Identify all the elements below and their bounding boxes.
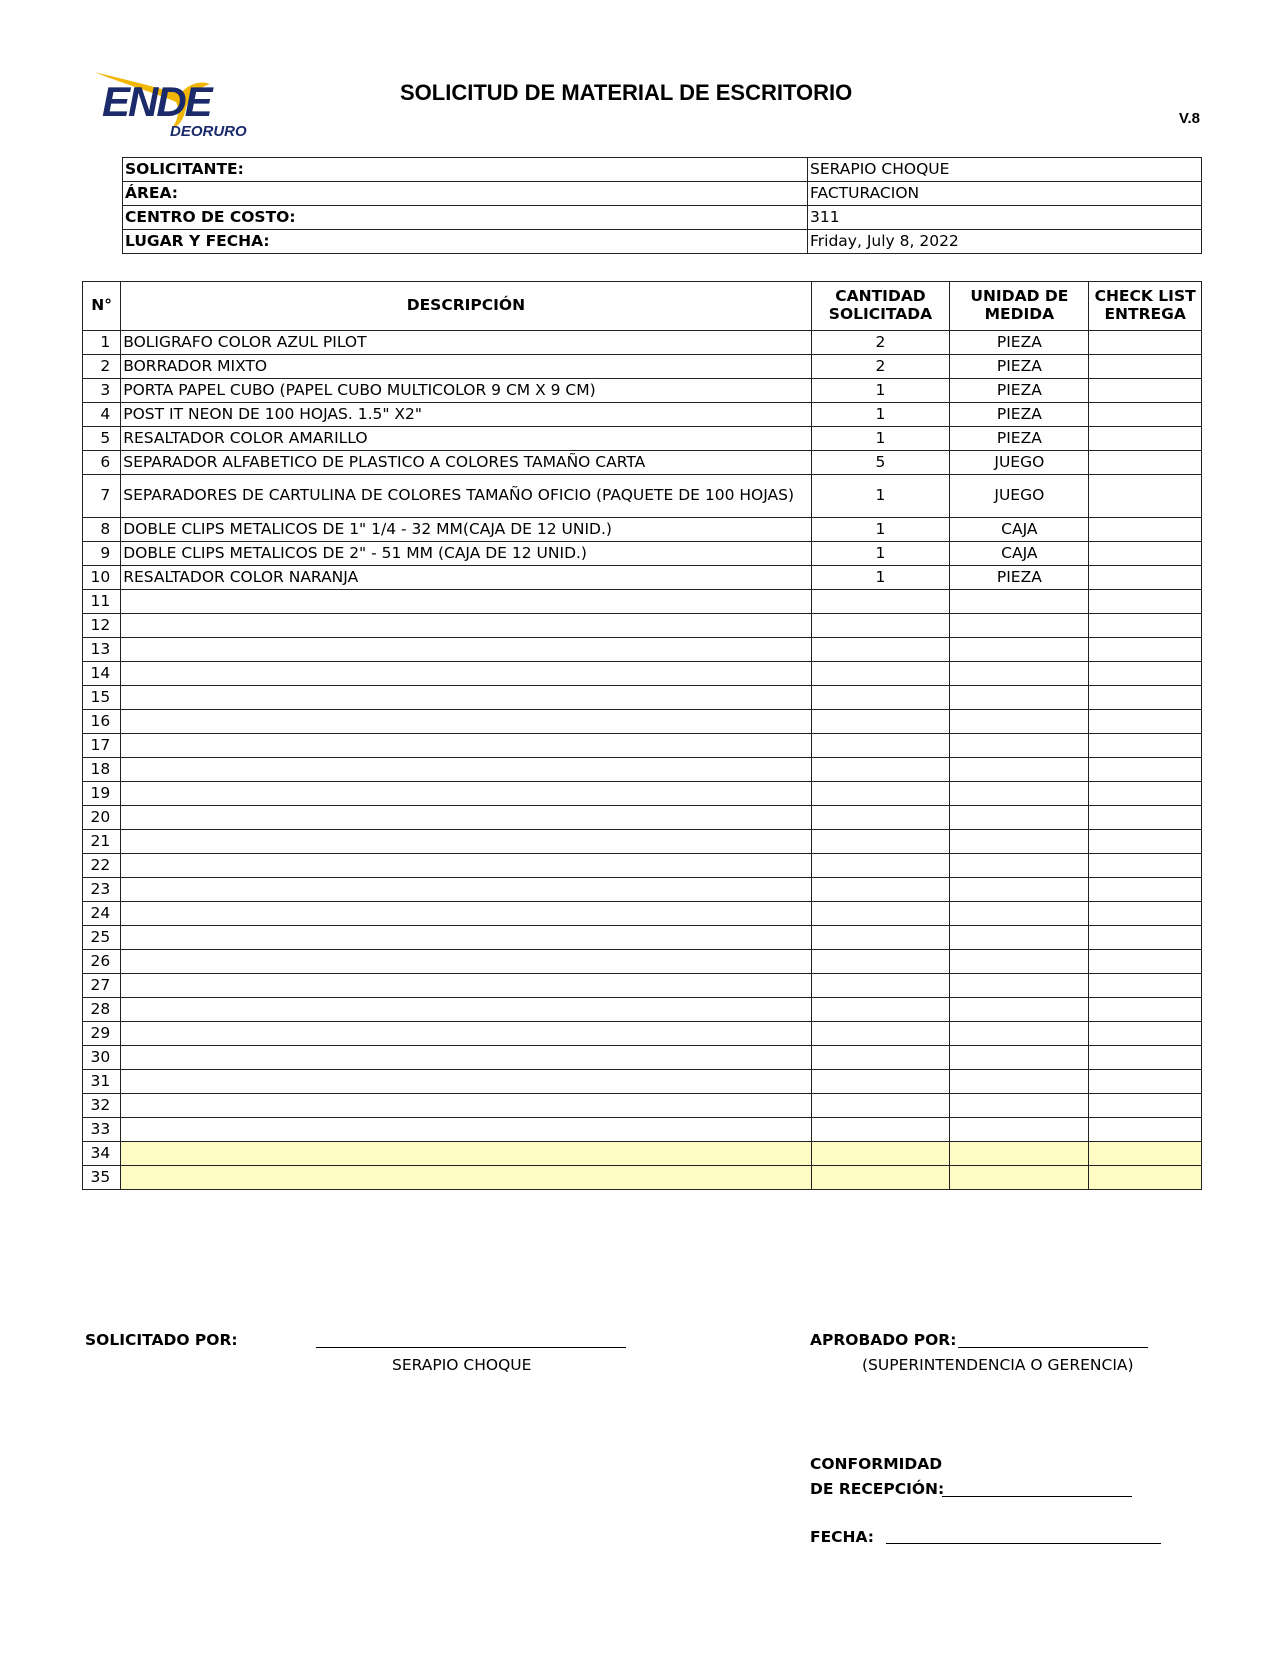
date-label: FECHA: [810, 1528, 875, 1546]
row-unit: JUEGO [950, 475, 1089, 518]
row-quantity [811, 950, 950, 974]
table-row [83, 1022, 1202, 1046]
row-number: 1 [83, 331, 121, 355]
row-unit [950, 782, 1089, 806]
table-header-row [83, 282, 1202, 331]
table-row [83, 331, 1202, 355]
date-signature-line [886, 1543, 1161, 1544]
row-number: 12 [83, 614, 121, 638]
row-quantity: 1 [811, 518, 950, 542]
row-description: BORRADOR MIXTO [121, 355, 811, 379]
row-check [1089, 638, 1202, 662]
row-description [121, 854, 811, 878]
row-description [121, 710, 811, 734]
row-quantity [811, 590, 950, 614]
table-row [83, 1094, 1202, 1118]
row-check [1089, 854, 1202, 878]
table-row [83, 806, 1202, 830]
info-label: ÁREA: [123, 182, 808, 206]
row-check [1089, 734, 1202, 758]
header-quantity [811, 282, 950, 331]
info-label: CENTRO DE COSTO: [123, 206, 808, 230]
header-check [1089, 282, 1202, 331]
row-check [1089, 926, 1202, 950]
table-row [83, 427, 1202, 451]
info-label: SOLICITANTE: [123, 158, 808, 182]
row-check [1089, 878, 1202, 902]
row-unit [950, 998, 1089, 1022]
row-unit [950, 662, 1089, 686]
row-check [1089, 998, 1202, 1022]
table-row [83, 974, 1202, 998]
conformity-signature-line [942, 1496, 1132, 1497]
row-number: 20 [83, 806, 121, 830]
approved-by-note: (SUPERINTENDENCIA O GERENCIA) [862, 1356, 1134, 1374]
table-row [83, 782, 1202, 806]
ende-logo [88, 66, 278, 146]
row-quantity [811, 1118, 950, 1142]
row-description [121, 1118, 811, 1142]
row-number: 4 [83, 403, 121, 427]
row-quantity [811, 1094, 950, 1118]
row-quantity [811, 1070, 950, 1094]
info-row-area [123, 182, 1202, 206]
table-row [83, 854, 1202, 878]
row-quantity [811, 686, 950, 710]
header-number: N° [83, 282, 121, 331]
row-quantity [811, 758, 950, 782]
row-unit: PIEZA [950, 379, 1089, 403]
table-row [83, 518, 1202, 542]
row-quantity [811, 1046, 950, 1070]
row-unit [950, 926, 1089, 950]
row-unit [950, 1142, 1089, 1166]
row-quantity [811, 1022, 950, 1046]
row-quantity [811, 806, 950, 830]
row-check [1089, 830, 1202, 854]
row-description [121, 830, 811, 854]
row-check [1089, 355, 1202, 379]
row-number: 32 [83, 1094, 121, 1118]
row-number: 34 [83, 1142, 121, 1166]
row-description [121, 758, 811, 782]
row-quantity: 2 [811, 331, 950, 355]
row-number: 2 [83, 355, 121, 379]
row-description: RESALTADOR COLOR NARANJA [121, 566, 811, 590]
row-description [121, 614, 811, 638]
row-unit [950, 590, 1089, 614]
row-check [1089, 902, 1202, 926]
row-number: 3 [83, 379, 121, 403]
table-row [83, 830, 1202, 854]
header-description: DESCRIPCIÓN [121, 282, 811, 331]
row-description [121, 1094, 811, 1118]
row-quantity [811, 782, 950, 806]
row-unit [950, 710, 1089, 734]
info-value: SERAPIO CHOQUE [808, 158, 1202, 182]
requester-info-table [122, 157, 1202, 254]
row-description [121, 998, 811, 1022]
table-body [83, 331, 1202, 1190]
row-check [1089, 1022, 1202, 1046]
row-description [121, 662, 811, 686]
row-unit [950, 1046, 1089, 1070]
row-quantity [811, 662, 950, 686]
row-check [1089, 1070, 1202, 1094]
row-number: 15 [83, 686, 121, 710]
table-row [83, 614, 1202, 638]
row-unit: PIEZA [950, 427, 1089, 451]
row-description [121, 950, 811, 974]
row-description [121, 806, 811, 830]
info-value: FACTURACION [808, 182, 1202, 206]
table-row [83, 590, 1202, 614]
row-unit [950, 878, 1089, 902]
row-number: 23 [83, 878, 121, 902]
row-number: 10 [83, 566, 121, 590]
table-row [83, 451, 1202, 475]
row-unit [950, 1094, 1089, 1118]
row-quantity: 5 [811, 451, 950, 475]
row-check [1089, 475, 1202, 518]
row-check [1089, 950, 1202, 974]
row-quantity: 2 [811, 355, 950, 379]
row-unit: PIEZA [950, 566, 1089, 590]
row-number: 19 [83, 782, 121, 806]
row-description [121, 782, 811, 806]
row-number: 8 [83, 518, 121, 542]
table-row [83, 734, 1202, 758]
row-unit [950, 854, 1089, 878]
row-number: 31 [83, 1070, 121, 1094]
row-check [1089, 427, 1202, 451]
row-check [1089, 974, 1202, 998]
row-number: 26 [83, 950, 121, 974]
row-check [1089, 451, 1202, 475]
conformity-label-line2: DE RECEPCIÓN: [810, 1480, 945, 1498]
row-quantity: 1 [811, 427, 950, 451]
row-description: PORTA PAPEL CUBO (PAPEL CUBO MULTICOLOR 9 CM X 9 CM) [121, 379, 811, 403]
row-unit [950, 806, 1089, 830]
row-description: RESALTADOR COLOR AMARILLO [121, 427, 811, 451]
info-label: LUGAR Y FECHA: [123, 230, 808, 254]
row-unit [950, 614, 1089, 638]
row-number: 13 [83, 638, 121, 662]
row-unit [950, 1070, 1089, 1094]
logo-subtext: DEORURO [170, 123, 247, 140]
requested-by-name: SERAPIO CHOQUE [392, 1356, 532, 1374]
row-description [121, 686, 811, 710]
row-quantity: 1 [811, 566, 950, 590]
header-unit-line2: MEDIDA [984, 305, 1055, 323]
version-label: V.8 [1178, 110, 1200, 127]
document-title: SOLICITUD DE MATERIAL DE ESCRITORIO [400, 80, 853, 105]
row-description [121, 878, 811, 902]
row-number: 11 [83, 590, 121, 614]
row-number: 30 [83, 1046, 121, 1070]
row-unit [950, 902, 1089, 926]
row-description [121, 926, 811, 950]
table-row [83, 1070, 1202, 1094]
approved-by-label: APROBADO POR: [810, 1331, 957, 1349]
row-check [1089, 614, 1202, 638]
table-row [83, 758, 1202, 782]
table-row [83, 475, 1202, 518]
table-row [83, 686, 1202, 710]
row-quantity [811, 638, 950, 662]
row-check [1089, 403, 1202, 427]
table-row [83, 998, 1202, 1022]
row-quantity [811, 614, 950, 638]
row-unit [950, 974, 1089, 998]
row-check [1089, 686, 1202, 710]
row-number: 7 [83, 475, 121, 518]
row-quantity [811, 974, 950, 998]
row-check [1089, 379, 1202, 403]
row-quantity [811, 1142, 950, 1166]
row-quantity: 1 [811, 475, 950, 518]
row-description: POST IT NEON DE 100 HOJAS. 1.5" X2" [121, 403, 811, 427]
table-row [83, 379, 1202, 403]
row-number: 27 [83, 974, 121, 998]
row-quantity [811, 830, 950, 854]
row-check [1089, 566, 1202, 590]
row-number: 24 [83, 902, 121, 926]
row-unit: CAJA [950, 542, 1089, 566]
row-number: 29 [83, 1022, 121, 1046]
table-row [83, 638, 1202, 662]
table-row [83, 926, 1202, 950]
row-number: 28 [83, 998, 121, 1022]
row-description: DOBLE CLIPS METALICOS DE 2" - 51 MM (CAJA DE 12 UNID.) [121, 542, 811, 566]
row-check [1089, 590, 1202, 614]
row-description [121, 1070, 811, 1094]
materials-table [82, 281, 1202, 1190]
row-check [1089, 710, 1202, 734]
table-row [83, 1046, 1202, 1070]
approved-signature-line [958, 1347, 1148, 1348]
info-row-solicitante [123, 158, 1202, 182]
table-row [83, 1118, 1202, 1142]
row-quantity [811, 1166, 950, 1190]
table-row [83, 1142, 1202, 1166]
row-unit [950, 1166, 1089, 1190]
requested-by-label: SOLICITADO POR: [85, 1331, 238, 1349]
conformity-label-line1: CONFORMIDAD [810, 1455, 943, 1473]
row-check [1089, 782, 1202, 806]
row-description [121, 638, 811, 662]
table-row [83, 566, 1202, 590]
row-check [1089, 542, 1202, 566]
table-row [83, 878, 1202, 902]
row-check [1089, 806, 1202, 830]
row-unit [950, 734, 1089, 758]
row-number: 18 [83, 758, 121, 782]
table-row [83, 902, 1202, 926]
info-value: 311 [808, 206, 1202, 230]
row-number: 9 [83, 542, 121, 566]
header-quantity-line2: SOLICITADA [828, 305, 933, 323]
row-quantity: 1 [811, 403, 950, 427]
row-unit [950, 830, 1089, 854]
requested-signature-line [316, 1347, 626, 1348]
row-check [1089, 758, 1202, 782]
table-row [83, 710, 1202, 734]
row-quantity [811, 854, 950, 878]
row-check [1089, 1166, 1202, 1190]
table-row [83, 542, 1202, 566]
row-unit: PIEZA [950, 331, 1089, 355]
header-check-line2: ENTREGA [1104, 305, 1186, 323]
row-quantity [811, 710, 950, 734]
header-unit [950, 282, 1089, 331]
row-number: 35 [83, 1166, 121, 1190]
row-unit: PIEZA [950, 355, 1089, 379]
row-quantity: 1 [811, 542, 950, 566]
row-description [121, 1046, 811, 1070]
row-quantity [811, 902, 950, 926]
table-row [83, 1166, 1202, 1190]
row-quantity [811, 998, 950, 1022]
row-number: 5 [83, 427, 121, 451]
row-check [1089, 1046, 1202, 1070]
table-row [83, 403, 1202, 427]
row-unit: PIEZA [950, 403, 1089, 427]
row-description [121, 974, 811, 998]
row-quantity [811, 878, 950, 902]
row-description [121, 734, 811, 758]
row-number: 14 [83, 662, 121, 686]
row-unit [950, 686, 1089, 710]
row-description [121, 1166, 811, 1190]
row-unit [950, 1022, 1089, 1046]
row-description: DOBLE CLIPS METALICOS DE 1" 1/4 - 32 MM(CAJA DE 12 UNID.) [121, 518, 811, 542]
header-check-line1: CHECK LIST [1094, 287, 1196, 306]
row-unit [950, 950, 1089, 974]
row-unit [950, 758, 1089, 782]
row-unit [950, 638, 1089, 662]
logo-wordmark: ENDE [102, 78, 211, 125]
row-description: SEPARADOR ALFABETICO DE PLASTICO A COLORES TAMAÑO CARTA [121, 451, 811, 475]
table-row [83, 355, 1202, 379]
row-description: BOLIGRAFO COLOR AZUL PILOT [121, 331, 811, 355]
row-check [1089, 662, 1202, 686]
row-number: 6 [83, 451, 121, 475]
row-unit: JUEGO [950, 451, 1089, 475]
row-quantity: 1 [811, 379, 950, 403]
row-number: 33 [83, 1118, 121, 1142]
row-check [1089, 331, 1202, 355]
row-number: 21 [83, 830, 121, 854]
row-unit: CAJA [950, 518, 1089, 542]
row-quantity [811, 926, 950, 950]
table-row [83, 950, 1202, 974]
row-check [1089, 1142, 1202, 1166]
row-description [121, 902, 811, 926]
info-row-centro-costo [123, 206, 1202, 230]
header-unit-line1: UNIDAD DE [970, 287, 1069, 306]
row-quantity [811, 734, 950, 758]
table-row [83, 662, 1202, 686]
info-row-lugar-fecha [123, 230, 1202, 254]
row-check [1089, 1118, 1202, 1142]
row-description [121, 1142, 811, 1166]
row-description: SEPARADORES DE CARTULINA DE COLORES TAMAÑO OFICIO (PAQUETE DE 100 HOJAS) [121, 475, 811, 518]
row-description [121, 590, 811, 614]
row-check [1089, 1094, 1202, 1118]
row-number: 17 [83, 734, 121, 758]
row-unit [950, 1118, 1089, 1142]
row-number: 22 [83, 854, 121, 878]
row-number: 16 [83, 710, 121, 734]
row-check [1089, 518, 1202, 542]
row-number: 25 [83, 926, 121, 950]
info-value: Friday, July 8, 2022 [808, 230, 1202, 254]
header-quantity-line1: CANTIDAD [835, 287, 926, 306]
row-description [121, 1022, 811, 1046]
